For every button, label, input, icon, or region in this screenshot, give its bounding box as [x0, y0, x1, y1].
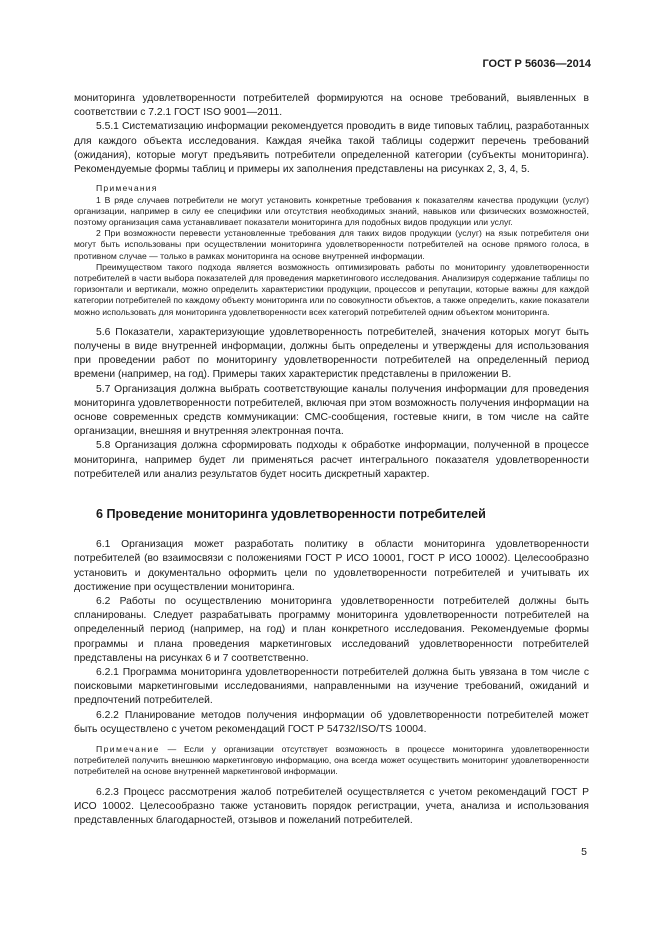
paragraph-5-7: 5.7 Организация должна выбрать соответствующие каналы получения информации для проведения мониторинга удовлетворенности потребителей, включая при этом возможность получения информации на основе современных средств коммуникации: СМС-сообщения, гостевые книги, в том числе на сайте организации, внешняя и внутренняя электронная почта. [74, 383, 589, 438]
paragraph-5-8: 5.8 Организация должна сформировать подходы к обработке информации, полученной в процессе мониторинга, например будет ли применяться расчет интегрального показателя удовлетворенности потребителей или анализ результатов будет носить дискретный характер. [74, 440, 589, 480]
paragraph-continuation: мониторинга удовлетворенности потребителей формируются на основе требований, выявленных в соответствии с 7.2.1 ГОСТ ISO 9001—2011. [74, 93, 589, 119]
note-advantage: Преимуществом такого подхода является возможность оптимизировать работы по мониторингу удовлетворенности потребителей в части выбора показателей для проведения маркетингового исследования. Анализируя содержание таблицы по горизонтали и вертикали, можно определить характеристики продукции, процессов и репутации, которые важны для каждой категории потребителей по каждому объекту мониторинга или по совокупности объектов, а также определить, какие показатели можно использовать для мониторинга удовлетворенности всех категорий потребителей одним объектом мониторинга. [74, 261, 589, 317]
paragraph-5-6: 5.6 Показатели, характеризующие удовлетворенность потребителей, значения которых могут быть получены в виде внутренней информации, должны быть определены и утверждены для использования при проведении работ по мониторингу удовлетворенности потребителей на определенный период времени (например, на год). Примеры таких характеристик представлены в приложении В. [74, 326, 589, 381]
note-2: 2 При возможности перевести установленные требования для таких видов продукции (услуг) на язык потребителя они могут быть использованы при осуществлении мониторинга удовлетворенности потребителей на основе прямого голоса, в противном случае — только в рамках мониторинга на основе внутренней информации. [74, 228, 589, 261]
note-6-2-2 [74, 744, 589, 778]
paragraph-5-5-1: 5.5.1 Систематизацию информации рекомендуется проводить в виде типовых таблиц, разработанных для каждого объекта исследования. Каждая ячейка такой таблицы содержит перечень требований (ожидания), которые могут предъявить потребители определенной категории (субъекты мониторинга). Рекомендуемые формы таблиц и примеры их заполнения представлены на рисунках 2, 3, 4, 5. [74, 121, 589, 176]
paragraph-6-2: 6.2 Работы по осуществлению мониторинга удовлетворенности потребителей должны быть спланированы. Следует разрабатывать программу мониторинга удовлетворенности потребителей на определенный период (например, на год) и план конкретного исследования. Рекомендуемые формы программы и плана проведения маркетинговых исследований удовлетворенности потребителей представлены на рисунках 6 и 7 соответственно. [74, 595, 589, 664]
page-body [74, 92, 589, 828]
note-1: 1 В ряде случаев потребители не могут установить конкретные требования к показателям качества продукции (услуг) организации, например в силу ее специфики или отсутствия необходимых знаний, навыков или физических возможностей, поэтому организация сама устанавливает показатели мониторинга для подобных видов продукции или услуг. [74, 194, 589, 228]
note-text: — Если у организации отсутствует возможность в процессе мониторинга удовлетворенности потребителей получить внешнюю маркетинговую информацию, она всегда может осуществить мониторинг удовлетворенности потребителей на основе внутренней маркетинговой информации. [74, 743, 589, 777]
paragraph-6-2-1: 6.2.1 Программа мониторинга удовлетворенности потребителей должна быть увязана в том числе с поисковыми маркетинговыми исследованиями, направленными на изучение требований, ожиданий и предпочтений потребителей. [74, 666, 589, 707]
paragraph-6-1: 6.1 Организация может разработать политику в области мониторинга удовлетворенности потребителей (во взаимосвязи с положениями ГОСТ Р ИСО 10001, ГОСТ Р ИСО 10002). Целесообразно установить и документально оформить цели по удовлетворенности потребителей и учитывать их достижение при осуществлении мониторинга. [74, 539, 589, 593]
document-code: ГОСТ Р 56036—2014 [482, 58, 591, 70]
page-number: 5 [581, 846, 587, 858]
paragraph-6-2-2: 6.2.2 Планирование методов получения информации об удовлетворенности потребителей может быть осуществлено с учетом рекомендаций ГОСТ Р 54732/ISO/TS 10004. [74, 709, 589, 735]
notes-heading: Примечания [96, 183, 158, 194]
section-6-heading: 6 Проведение мониторинга удовлетворенности потребителей [96, 507, 486, 522]
note-label: Примечание [96, 743, 160, 754]
paragraph-6-2-3: 6.2.3 Процесс рассмотрения жалоб потребителей осуществляется с учетом рекомендаций ГОСТ Р ИСО 10002. Целесообразно также установить порядок регистрации, учета, анализа и использования представленных благодарностей, отзывов и пожеланий потребителей. [74, 786, 589, 826]
